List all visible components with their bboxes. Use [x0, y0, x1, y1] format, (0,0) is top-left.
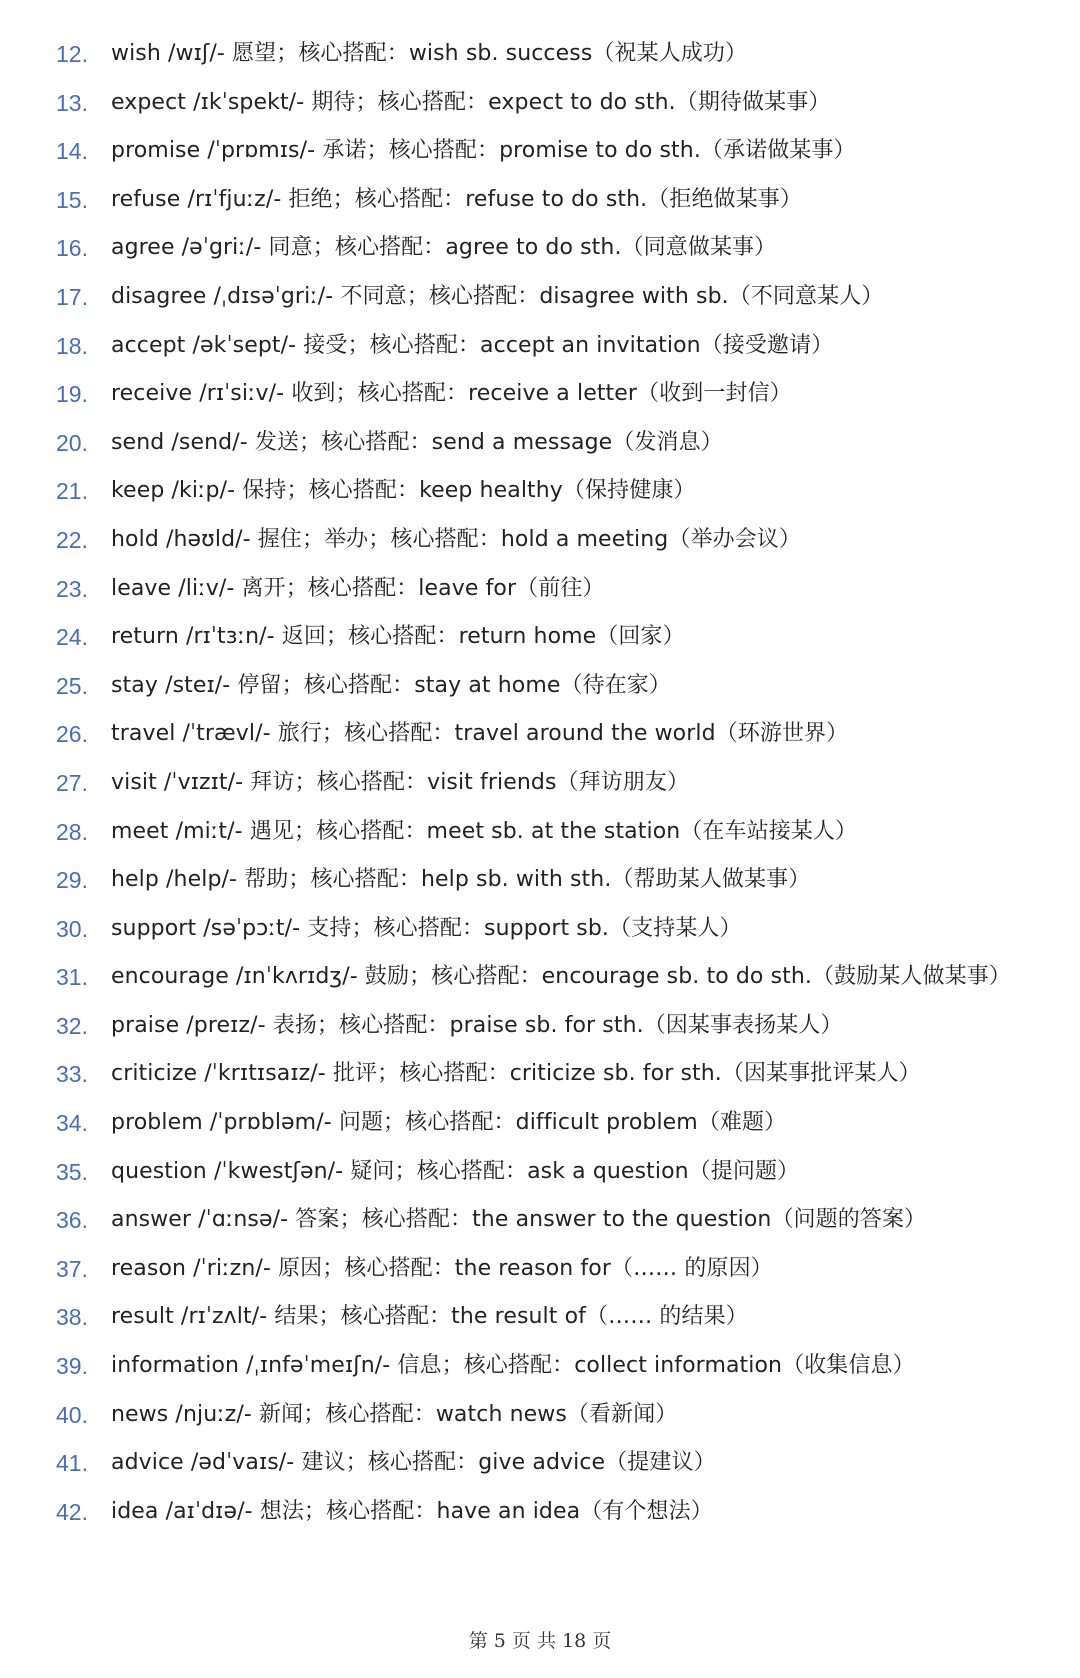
vocab-entry — [0, 710, 1080, 759]
vocab-entry — [0, 419, 1080, 468]
entry-text: leave /liːv/- 离开；核心搭配：leave for（前往） — [111, 575, 605, 601]
entry-text: idea /aɪˈdɪə/- 想法；核心搭配：have an idea（有个想法） — [111, 1498, 713, 1524]
entry-number: 19. — [56, 381, 88, 408]
entry-number: 38. — [56, 1304, 88, 1331]
vocab-entry — [0, 1391, 1080, 1440]
entry-number: 21. — [56, 478, 88, 505]
vocab-entry — [0, 808, 1080, 857]
vocab-entry — [0, 1148, 1080, 1197]
vocab-entry — [0, 662, 1080, 711]
entry-number: 16. — [56, 235, 88, 262]
entry-text: promise /ˈprɒmɪs/- 承诺；核心搭配：promise to do sth.（承诺做某事） — [111, 138, 856, 164]
entry-text: question /ˈkwestʃən/- 疑问；核心搭配：ask a question（提问题） — [111, 1158, 800, 1184]
entry-text: advice /ədˈvaɪs/- 建议；核心搭配：give advice（提建议） — [111, 1450, 716, 1476]
vocab-entry — [0, 1245, 1080, 1294]
entry-number: 24. — [56, 624, 88, 651]
vocab-entry — [0, 565, 1080, 614]
entry-text: hold /həʊld/- 握住；举办；核心搭配：hold a meeting（举办会议） — [111, 526, 801, 552]
entry-number: 32. — [56, 1012, 88, 1039]
entry-text: agree /əˈgriː/- 同意；核心搭配：agree to do sth.（同意做某事） — [111, 235, 777, 261]
vocab-entry — [0, 905, 1080, 954]
entry-number: 30. — [56, 915, 88, 942]
entry-number: 33. — [56, 1061, 88, 1088]
entry-text: receive /rɪˈsiːv/- 收到；核心搭配：receive a letter（收到一封信） — [111, 381, 792, 407]
entry-text: send /send/- 发送；核心搭配：send a message（发消息） — [111, 429, 723, 455]
entry-text: travel /ˈtrævl/- 旅行；核心搭配：travel around the world（环游世界） — [111, 721, 849, 747]
entry-text: accept /əkˈsept/- 接受；核心搭配：accept an invitation（接受邀请） — [111, 332, 834, 358]
entry-number: 42. — [56, 1498, 88, 1525]
entry-number: 35. — [56, 1158, 88, 1185]
entry-text: stay /steɪ/- 停留；核心搭配：stay at home（待在家） — [111, 672, 671, 698]
entry-text: keep /kiːp/- 保持；核心搭配：keep healthy（保持健康） — [111, 478, 696, 504]
entry-number: 27. — [56, 769, 88, 796]
vocab-entry — [0, 1099, 1080, 1148]
entry-number: 22. — [56, 526, 88, 553]
entry-text: expect /ɪkˈspekt/- 期待；核心搭配：expect to do sth.（期待做某事） — [111, 89, 831, 115]
entry-number: 17. — [56, 283, 88, 310]
entry-number: 25. — [56, 672, 88, 699]
vocab-entry — [0, 467, 1080, 516]
entry-text: encourage /ɪnˈkʌrɪdʒ/- 鼓励；核心搭配：encourage sb. to do sth.（鼓励某人做某事） — [111, 964, 1011, 990]
entry-text: problem /ˈprɒbləm/- 问题；核心搭配：difficult problem（难题） — [111, 1110, 787, 1136]
vocab-entry — [0, 30, 1080, 79]
vocab-entry — [0, 370, 1080, 419]
vocab-entry — [0, 1342, 1080, 1391]
vocab-entry — [0, 856, 1080, 905]
entry-number: 40. — [56, 1401, 88, 1428]
entry-text: praise /preɪz/- 表扬；核心搭配：praise sb. for sth.（因某事表扬某人） — [111, 1012, 843, 1038]
entry-text: result /rɪˈzʌlt/- 结果；核心搭配：the result of（…… 的结果） — [111, 1304, 748, 1330]
vocab-entry — [0, 1050, 1080, 1099]
vocab-entry — [0, 1196, 1080, 1245]
vocab-entry — [0, 176, 1080, 225]
entry-text: disagree /ˌdɪsəˈgriː/- 不同意；核心搭配：disagree with sb.（不同意某人） — [111, 283, 884, 309]
entry-text: refuse /rɪˈfjuːz/- 拒绝；核心搭配：refuse to do sth.（拒绝做某事） — [111, 186, 802, 212]
entry-number: 12. — [56, 41, 88, 67]
entry-number: 15. — [56, 186, 88, 213]
entry-number: 41. — [56, 1450, 88, 1477]
entry-number: 34. — [56, 1110, 88, 1137]
vocab-entry — [0, 516, 1080, 565]
vocabulary-list — [0, 30, 1080, 1536]
entry-text: news /njuːz/- 新闻；核心搭配：watch news（看新闻） — [111, 1401, 678, 1427]
vocab-entry — [0, 79, 1080, 128]
entry-number: 37. — [56, 1255, 88, 1282]
vocab-entry — [0, 273, 1080, 322]
entry-number: 20. — [56, 429, 88, 456]
vocab-entry — [0, 322, 1080, 371]
vocab-entry — [0, 1002, 1080, 1051]
entry-number: 14. — [56, 138, 88, 165]
entry-number: 23. — [56, 575, 88, 602]
entry-text: answer /ˈɑːnsə/- 答案；核心搭配：the answer to the question（问题的答案） — [111, 1207, 927, 1233]
entry-number: 28. — [56, 818, 88, 845]
entry-number: 29. — [56, 867, 88, 894]
vocab-entry — [0, 224, 1080, 273]
vocab-entry — [0, 1439, 1080, 1488]
entry-number: 26. — [56, 721, 88, 748]
entry-text: help /help/- 帮助；核心搭配：help sb. with sth.（帮助某人做某事） — [111, 867, 811, 893]
entry-number: 36. — [56, 1207, 88, 1234]
entry-text: support /səˈpɔːt/- 支持；核心搭配：support sb.（支持某人） — [111, 915, 742, 941]
vocab-entry — [0, 953, 1080, 1002]
entry-text: return /rɪˈtɜːn/- 返回；核心搭配：return home（回家） — [111, 624, 685, 650]
entry-text: wish /wɪʃ/- 愿望；核心搭配：wish sb. success（祝某人成功） — [111, 41, 748, 66]
entry-number: 13. — [56, 89, 88, 116]
entry-text: reason /ˈriːzn/- 原因；核心搭配：the reason for（…… 的原因） — [111, 1255, 773, 1281]
entry-number: 31. — [56, 964, 88, 991]
vocab-entry — [0, 127, 1080, 176]
entry-number: 39. — [56, 1353, 88, 1380]
entry-text: criticize /ˈkrɪtɪsaɪz/- 批评；核心搭配：criticize sb. for sth.（因某事批评某人） — [111, 1061, 921, 1087]
page-number-footer: 第 5 页 共 18 页 — [468, 1630, 612, 1652]
entry-text: visit /ˈvɪzɪt/- 拜访；核心搭配：visit friends（拜访朋友） — [111, 769, 690, 795]
entry-text: information /ˌɪnfəˈmeɪʃn/- 信息；核心搭配：collect information（收集信息） — [111, 1353, 915, 1379]
entry-number: 18. — [56, 332, 88, 359]
vocab-entry — [0, 613, 1080, 662]
vocab-entry — [0, 1293, 1080, 1342]
entry-text: meet /miːt/- 遇见；核心搭配：meet sb. at the station（在车站接某人） — [111, 818, 858, 844]
vocab-entry — [0, 1488, 1080, 1537]
vocab-entry — [0, 759, 1080, 808]
